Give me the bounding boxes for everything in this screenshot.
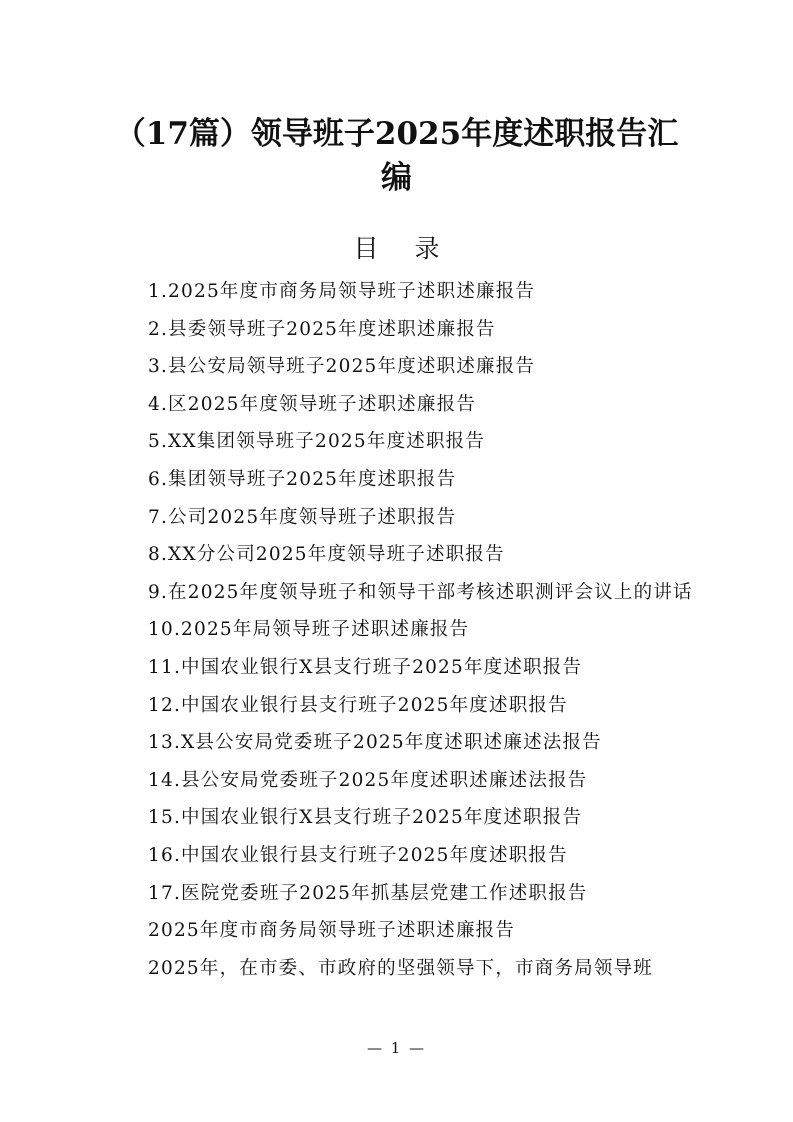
toc-item[interactable]: 8.XX分公司2025年度领导班子述职报告 (148, 544, 505, 566)
page-number: — 1 — (366, 1039, 427, 1057)
toc-item[interactable]: 10.2025年局领导班子述职述廉报告 (148, 619, 470, 641)
toc-item[interactable]: 4.区2025年度领导班子述职述廉报告 (148, 393, 477, 415)
toc-item[interactable]: 14.县公安局党委班子2025年度述职述廉述法报告 (148, 769, 588, 791)
table-of-contents (107, 273, 693, 987)
body-paragraph: 2025年，在市委、市政府的坚强领导下，市商务局领导班 (148, 957, 653, 979)
toc-item[interactable]: 9.在2025年度领导班子和领导干部考核述职测评会议上的讲话 (148, 581, 693, 603)
body-section-heading: 2025年度市商务局领导班子述职述廉报告 (148, 920, 516, 942)
toc-item[interactable]: 17.医院党委班子2025年抓基层党建工作述职报告 (148, 882, 588, 904)
toc-item[interactable]: 13.X县公安局党委班子2025年度述职述廉述法报告 (148, 732, 602, 754)
toc-item[interactable]: 3.县公安局领导班子2025年度述职述廉报告 (148, 356, 536, 378)
toc-item[interactable]: 15.中国农业银行X县支行班子2025年度述职报告 (148, 807, 583, 829)
toc-item[interactable]: 6.集团领导班子2025年度述职报告 (148, 468, 457, 490)
toc-item[interactable]: 11.中国农业银行X县支行班子2025年度述职报告 (148, 656, 583, 678)
toc-item[interactable]: 12.中国农业银行县支行班子2025年度述职报告 (148, 694, 568, 716)
toc-item[interactable]: 7.公司2025年度领导班子述职报告 (148, 506, 457, 528)
document-title: （17篇）领导班子2025年度述职报告汇编 (114, 116, 679, 196)
toc-item[interactable]: 2.县委领导班子2025年度述职述廉报告 (148, 318, 496, 340)
toc-item[interactable]: 5.XX集团领导班子2025年度述职报告 (148, 431, 486, 453)
toc-heading: 目 录 (353, 234, 454, 263)
toc-item[interactable]: 16.中国农业银行县支行班子2025年度述职报告 (148, 844, 568, 866)
toc-item[interactable]: 1.2025年度市商务局领导班子述职述廉报告 (148, 281, 536, 302)
